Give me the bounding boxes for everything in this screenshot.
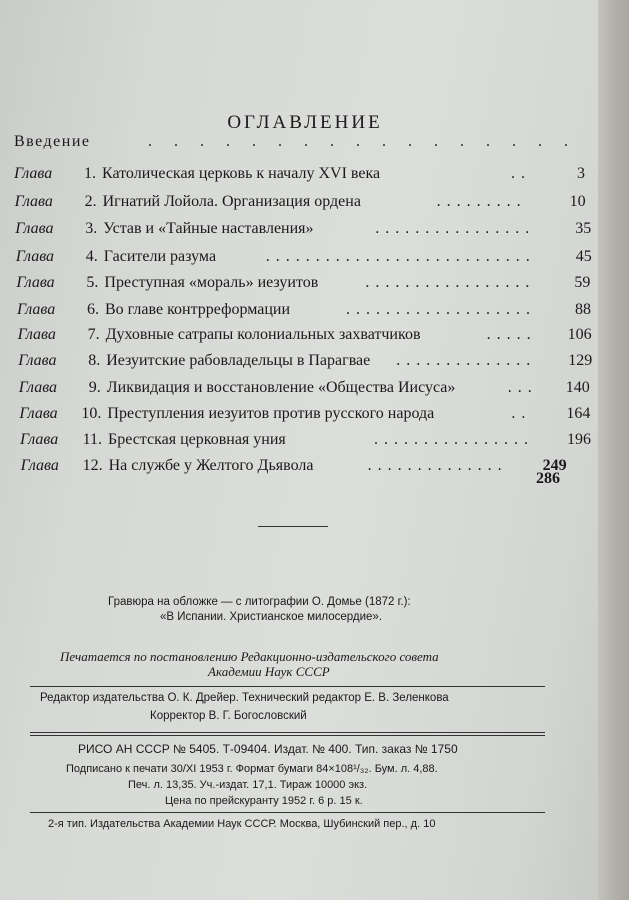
toc-row [19,405,599,429]
colophon-rule-top [30,686,545,687]
colophon-rule-mid1 [30,732,545,733]
toc-page-number: 106 [567,326,592,343]
toc-chapter-number: 6. [87,301,99,318]
toc-chapter-title: Гасители разума [103,248,217,265]
tech-line4: Цена по прейскуранту 1952 г. 6 р. 15 к. [165,795,363,807]
toc-chapter-title: Преступная «мораль» иезуитов [104,274,319,291]
toc-chapter-label: Глава [18,352,57,369]
toc-page-number: 35 [575,220,592,237]
toc-chapter-number: 4. [85,248,98,265]
tech-line1: РИСО АН СССР № 5405. Т-09404. Издат. № 400. Тип. заказ № 1750 [78,742,458,756]
toc-row [16,274,596,298]
toc-chapter-number: 1. [84,165,96,182]
toc-chapter-label: Глава [14,165,53,182]
cover-note-line2: «В Испании. Христианское милосердие». [160,611,383,623]
toc-leader-dots: ................ [375,220,536,237]
toc-chapter-number: 3. [85,220,98,237]
toc-chapter-title: Иезуитские рабовладельцы в Парагвае [106,352,371,369]
toc-chapter-number: 10. [81,405,102,422]
toc-page-number-extra: 286 [536,470,560,487]
toc-leader-dots: ......... [436,193,527,210]
toc-row [16,248,596,272]
toc-chapter-title: Преступления иезуитов против русского народа [107,405,435,422]
toc-chapter-number: 11. [82,431,102,448]
toc-leader-dots: ..... [486,326,537,343]
toc-chapter-title: На службе у Желтого Дьявола [108,457,314,474]
toc-chapter-title: Духовные сатрапы колониальных захватчиков [105,326,421,343]
toc-chapter-label: Глава [15,220,54,237]
toc-intro-label: Введение [14,133,91,150]
editor-line1: Редактор издательства О. К. Дрейер. Технический редактор Е. В. Зеленкова [40,692,449,704]
toc-page-number: 129 [568,352,593,369]
toc-chapter-number: 8. [88,352,101,369]
toc-row [18,326,598,350]
toc-leader-dots: ........................... [265,248,536,265]
tech-line2: Подписано к печати 30/XI 1953 г. Формат бумаги 84×108¹/₃₂. Бум. л. 4,88. [66,763,438,775]
book-spine-edge [598,0,629,900]
toc-leader-dots: .............. [367,457,508,474]
toc-chapter-number: 5. [86,274,99,291]
printed-by-line1: Печатается по постановлению Редакционно-издательского совета [60,649,439,664]
toc-chapter-title: Католическая церковь к началу XVI века [102,165,381,182]
toc-leader-dots: ................. [365,274,536,291]
toc-chapter-label: Глава [17,326,56,343]
toc-page-number: 164 [566,405,591,422]
toc-chapter-title: Ликвидация и восстановление «Общества Иисуса» [106,379,456,396]
toc-page-number: 45 [575,248,592,265]
toc-row [17,301,597,325]
toc-chapter-label: Глава [16,274,55,291]
toc-leader-dots: ................ [374,431,534,448]
toc-leader-dots: .. [511,405,532,422]
toc-chapter-title: Во главе контрреформации [105,301,291,318]
toc-row [19,379,599,403]
printer-line: 2-я тип. Издательства Академии Наук СССР. Москва, Шубинский пер., д. 10 [48,818,436,830]
toc-page-number: 10 [569,193,586,210]
toc-leader-dots: ... [507,379,538,396]
toc-row [15,193,595,217]
toc-chapter-number: 2. [84,193,97,210]
toc-page-number: 140 [565,379,590,396]
toc-chapter-label: Глава [20,431,59,448]
editor-line2: Корректор В. Г. Богословский [150,710,307,722]
toc-chapter-title: Игнатий Лойола. Организация ордена [102,193,361,210]
toc-leader-dots: .. [511,165,531,182]
toc-chapter-number: 9. [88,379,101,396]
toc-separator [258,526,328,527]
toc-row [18,352,598,376]
toc-row [15,220,595,244]
toc-chapter-number: 7. [87,326,100,343]
printed-by-line2: Академии Наук СССР [208,664,330,679]
toc-chapter-title: Брестская церковная уния [108,431,286,448]
colophon-rule-mid2 [30,735,545,736]
toc-page-number: 59 [574,274,591,291]
colophon-rule-bottom [30,812,545,813]
toc-row [21,457,601,481]
toc-chapter-label: Глава [18,379,58,396]
toc-chapter-label: Глава [20,457,59,474]
toc-chapter-number: 12. [82,457,103,474]
toc-heading: ОГЛАВЛЕНИЕ [227,112,383,133]
toc-chapter-label: Глава [19,405,58,422]
toc-chapter-title: Устав и «Тайные наставления» [103,220,314,237]
cover-note-line1: Гравюра на обложке — с литографии О. Домье (1872 г.): [108,596,411,608]
toc-intro-dots: . . . . . . . . . . . . . . . . . [148,133,577,150]
toc-row [14,165,594,189]
toc-page-number: 88 [575,301,591,318]
toc-page-number: 3 [577,165,585,182]
toc-chapter-label: Глава [14,193,53,210]
tech-line3: Печ. л. 13,35. Уч.-издат. 17,1. Тираж 10000 экз. [128,779,368,791]
toc-page-number: 249 [542,457,567,474]
toc-leader-dots: ................... [346,301,536,318]
toc-leader-dots: .............. [396,352,537,369]
toc-row [20,431,600,455]
toc-page-number: 196 [567,431,591,448]
toc-chapter-label: Глава [15,248,55,265]
toc-chapter-label: Глава [17,301,56,318]
